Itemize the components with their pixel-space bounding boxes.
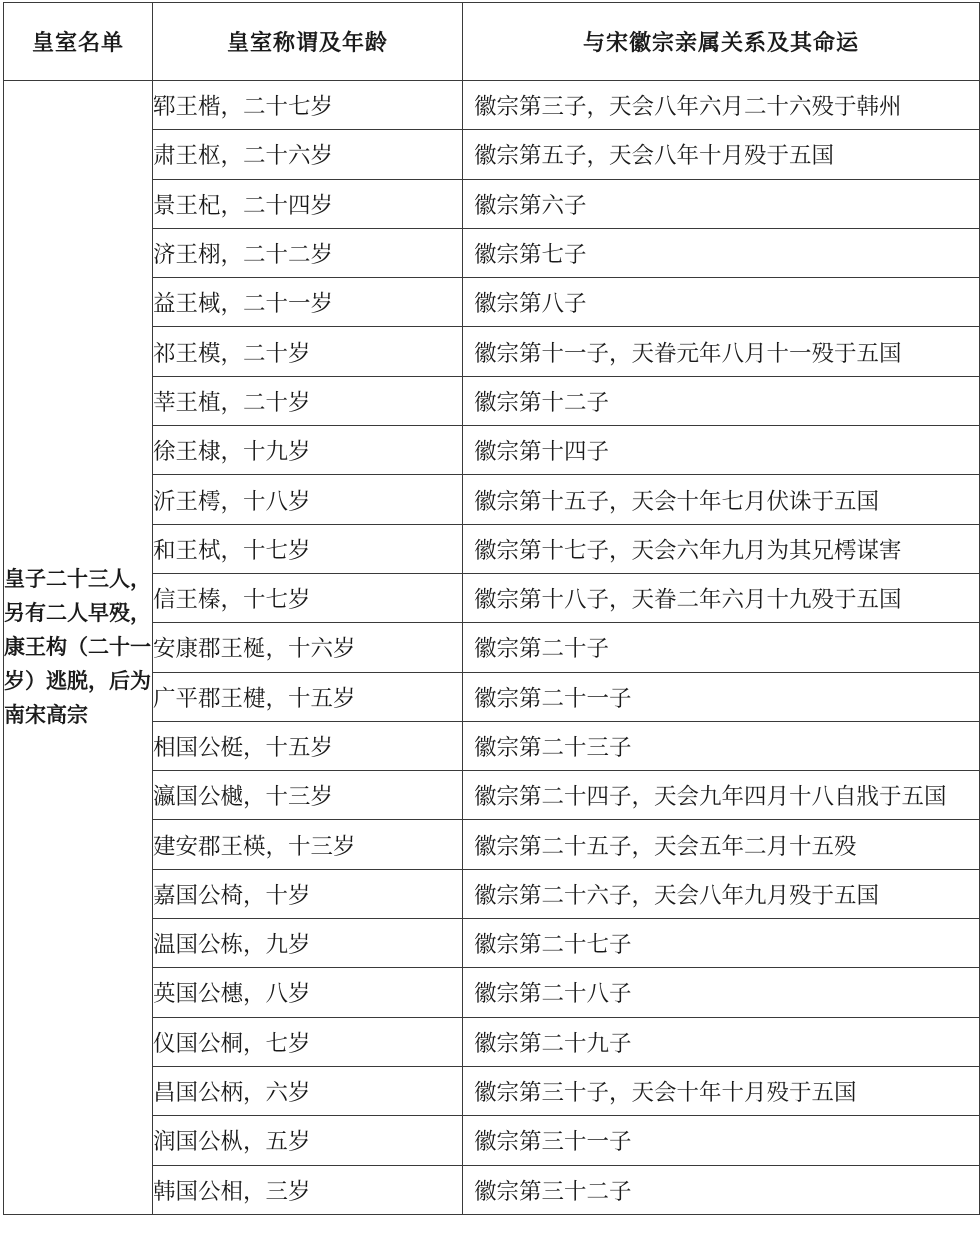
title-age-cell: 徐王棣，十九岁 — [153, 426, 463, 475]
title-age-cell: 肃王枢，二十六岁 — [153, 130, 463, 179]
relation-fate-cell: 徽宗第二十四子，天会九年四月十八自戕于五国 — [463, 771, 980, 820]
relation-fate-cell: 徽宗第二十六子，天会八年九月殁于五国 — [463, 869, 980, 918]
relation-fate-cell: 徽宗第七子 — [463, 228, 980, 277]
table-body — [4, 81, 980, 1215]
title-age-cell: 益王棫，二十一岁 — [153, 278, 463, 327]
title-age-cell: 莘王植，二十岁 — [153, 376, 463, 425]
title-age-cell: 济王栩，二十二岁 — [153, 228, 463, 277]
header-relation-fate: 与宋徽宗亲属关系及其命运 — [463, 3, 980, 81]
table-row — [4, 81, 980, 130]
title-age-cell: 建安郡王楧，十三岁 — [153, 820, 463, 869]
relation-fate-cell: 徽宗第五子，天会八年十月殁于五国 — [463, 130, 980, 179]
relation-fate-cell: 徽宗第三十一子 — [463, 1116, 980, 1165]
relation-fate-cell: 徽宗第二十八子 — [463, 968, 980, 1017]
title-age-cell: 润国公枞，五岁 — [153, 1116, 463, 1165]
title-age-cell: 仪国公桐，七岁 — [153, 1017, 463, 1066]
group-label-cell — [4, 81, 153, 1215]
relation-fate-cell: 徽宗第二十七子 — [463, 919, 980, 968]
title-age-cell: 信王榛，十七岁 — [153, 573, 463, 622]
relation-fate-cell: 徽宗第六子 — [463, 179, 980, 228]
title-age-cell: 和王栻，十七岁 — [153, 524, 463, 573]
relation-fate-cell: 徽宗第三十二子 — [463, 1165, 980, 1214]
royal-family-table — [3, 2, 980, 1215]
relation-fate-cell: 徽宗第十一子，天眷元年八月十一殁于五国 — [463, 327, 980, 376]
relation-fate-cell: 徽宗第二十三子 — [463, 721, 980, 770]
title-age-cell: 祁王模，二十岁 — [153, 327, 463, 376]
title-age-cell: 瀛国公樾，十三岁 — [153, 771, 463, 820]
relation-fate-cell: 徽宗第十五子，天会十年七月伏诛于五国 — [463, 475, 980, 524]
header-title-age: 皇室称谓及年龄 — [153, 3, 463, 81]
title-age-cell: 韩国公相，三岁 — [153, 1165, 463, 1214]
title-age-cell: 英国公橞，八岁 — [153, 968, 463, 1017]
header-row — [4, 3, 980, 81]
title-age-cell: 广平郡王楗，十五岁 — [153, 672, 463, 721]
relation-fate-cell: 徽宗第十二子 — [463, 376, 980, 425]
title-age-cell: 嘉国公椅，十岁 — [153, 869, 463, 918]
header-royal-list: 皇室名单 — [4, 3, 153, 81]
relation-fate-cell: 徽宗第二十五子，天会五年二月十五殁 — [463, 820, 980, 869]
title-age-cell: 相国公梃，十五岁 — [153, 721, 463, 770]
relation-fate-cell: 徽宗第十七子，天会六年九月为其兄樗谋害 — [463, 524, 980, 573]
relation-fate-cell: 徽宗第二十九子 — [463, 1017, 980, 1066]
title-age-cell: 景王杞，二十四岁 — [153, 179, 463, 228]
title-age-cell: 郓王楷，二十七岁 — [153, 81, 463, 130]
relation-fate-cell: 徽宗第二十子 — [463, 623, 980, 672]
relation-fate-cell: 徽宗第八子 — [463, 278, 980, 327]
group-label: 皇子二十三人，另有二人早殁，康王构（二十一岁）逃脱，后为南宋高宗 — [4, 567, 151, 728]
relation-fate-cell: 徽宗第十四子 — [463, 426, 980, 475]
relation-fate-cell: 徽宗第三子，天会八年六月二十六殁于韩州 — [463, 81, 980, 130]
relation-fate-cell: 徽宗第十八子，天眷二年六月十九殁于五国 — [463, 573, 980, 622]
relation-fate-cell: 徽宗第二十一子 — [463, 672, 980, 721]
title-age-cell: 温国公栋，九岁 — [153, 919, 463, 968]
title-age-cell: 沂王樗，十八岁 — [153, 475, 463, 524]
title-age-cell: 昌国公柄，六岁 — [153, 1066, 463, 1115]
relation-fate-cell: 徽宗第三十子，天会十年十月殁于五国 — [463, 1066, 980, 1115]
title-age-cell: 安康郡王梴，十六岁 — [153, 623, 463, 672]
